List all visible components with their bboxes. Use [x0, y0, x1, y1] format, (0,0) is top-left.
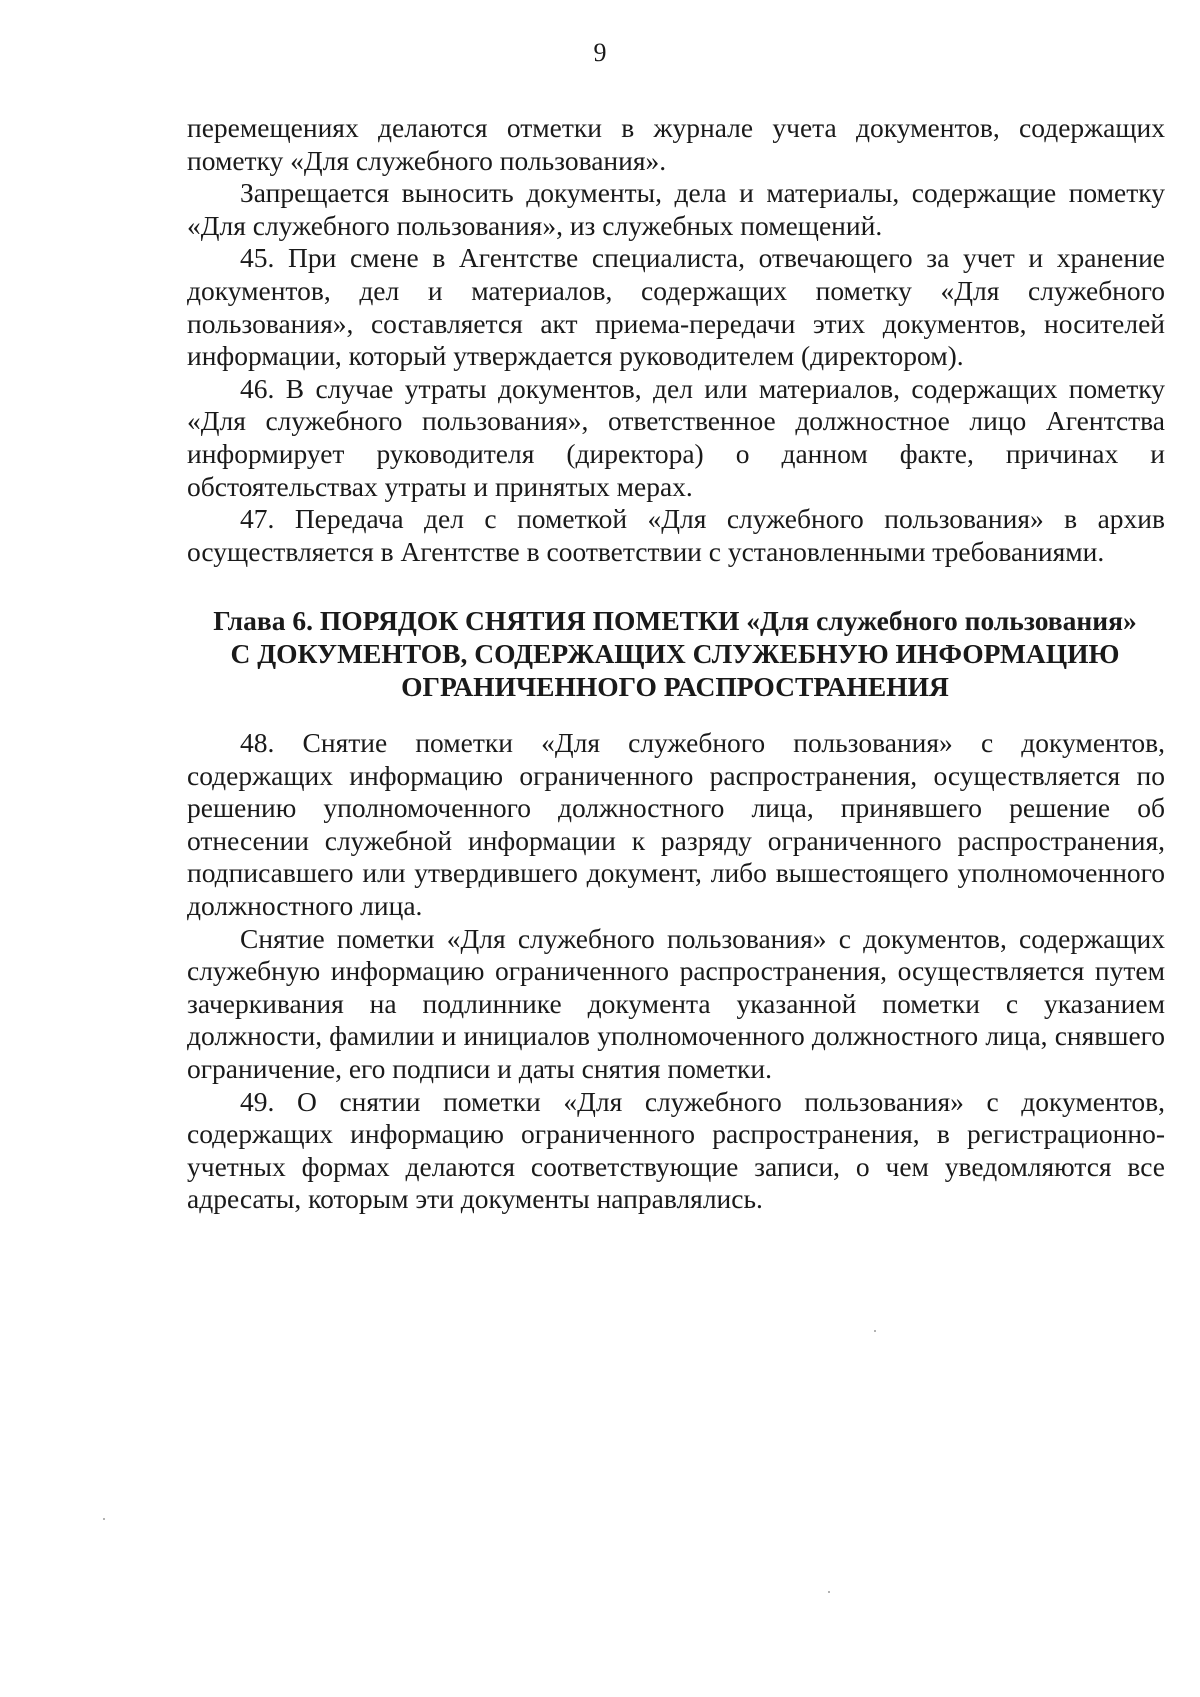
paragraph-49: 49. О снятии пометки «Для служебного пользования» с документов, содержащих информацию ограниченного распространения, в регистрационно-учетных формах делаются соответствующие записи, о чем уведомляются все адресаты, которым эти документы направлялись. [187, 1085, 1165, 1215]
chapter-heading-line-3: ОГРАНИЧЕННОГО РАСПРОСТРАНЕНИЯ [401, 671, 949, 702]
paragraph-48: 48. Снятие пометки «Для служебного пользования» с документов, содержащих информацию ограниченного распространения, осуществляется по решению уполномоченного должностного лица, принявшего решение об отнесении служебной информации к разряду ограниченного распространения, подписавшего или утвердившего документ, либо вышестоящего уполномоченного должностного лица. [187, 727, 1165, 921]
chapter-heading-line-1: Глава 6. ПОРЯДОК СНЯТИЯ ПОМЕТКИ «Для служебного пользования» [213, 605, 1137, 636]
paragraph-strikethrough-procedure: Снятие пометки «Для служебного пользования» с документов, содержащих служебную информацию ограниченного распространения, осуществляется путем зачеркивания на подлиннике документа указанной пометки с указанием должности, фамилии и инициалов уполномоченного должностного лица, снявшего ограничение, его подписи и даты снятия пометки. [187, 922, 1165, 1084]
scan-speck [874, 1330, 876, 1332]
body-text-top [187, 112, 1165, 568]
paragraph-continuation: перемещениях делаются отметки в журнале учета документов, содержащих пометку «Для служебного пользования». [187, 112, 1165, 176]
scan-speck [103, 1518, 105, 1520]
body-text-bottom [187, 727, 1165, 1216]
paragraph-removal-ban: Запрещается выносить документы, дела и материалы, содержащие пометку «Для служебного пользования», из служебных помещений. [187, 177, 1165, 241]
scan-speck [828, 1591, 830, 1593]
paragraph-46: 46. В случае утраты документов, дел или материалов, содержащих пометку «Для служебного пользования», ответственное должностное лицо Агентства информирует руководителя (директора) о данном факте, причинах и обстоятельствах утраты и принятых мерах. [187, 372, 1165, 502]
paragraph-47: 47. Передача дел с пометкой «Для служебного пользования» в архив осуществляется в Агентстве в соответствии с установленными требованиями. [187, 503, 1165, 567]
chapter-heading-line-2: С ДОКУМЕНТОВ, СОДЕРЖАЩИХ СЛУЖЕБНУЮ ИНФОРМАЦИЮ [230, 638, 1120, 669]
page-number: 9 [593, 38, 607, 67]
chapter-heading [170, 604, 1180, 703]
paragraph-45: 45. При смене в Агентстве специалиста, отвечающего за учет и хранение документов, дел и материалов, содержащих пометку «Для служебного пользования», составляется акт приема-передачи этих документов, носителей информации, который утверждается руководителем (директором). [187, 242, 1165, 372]
